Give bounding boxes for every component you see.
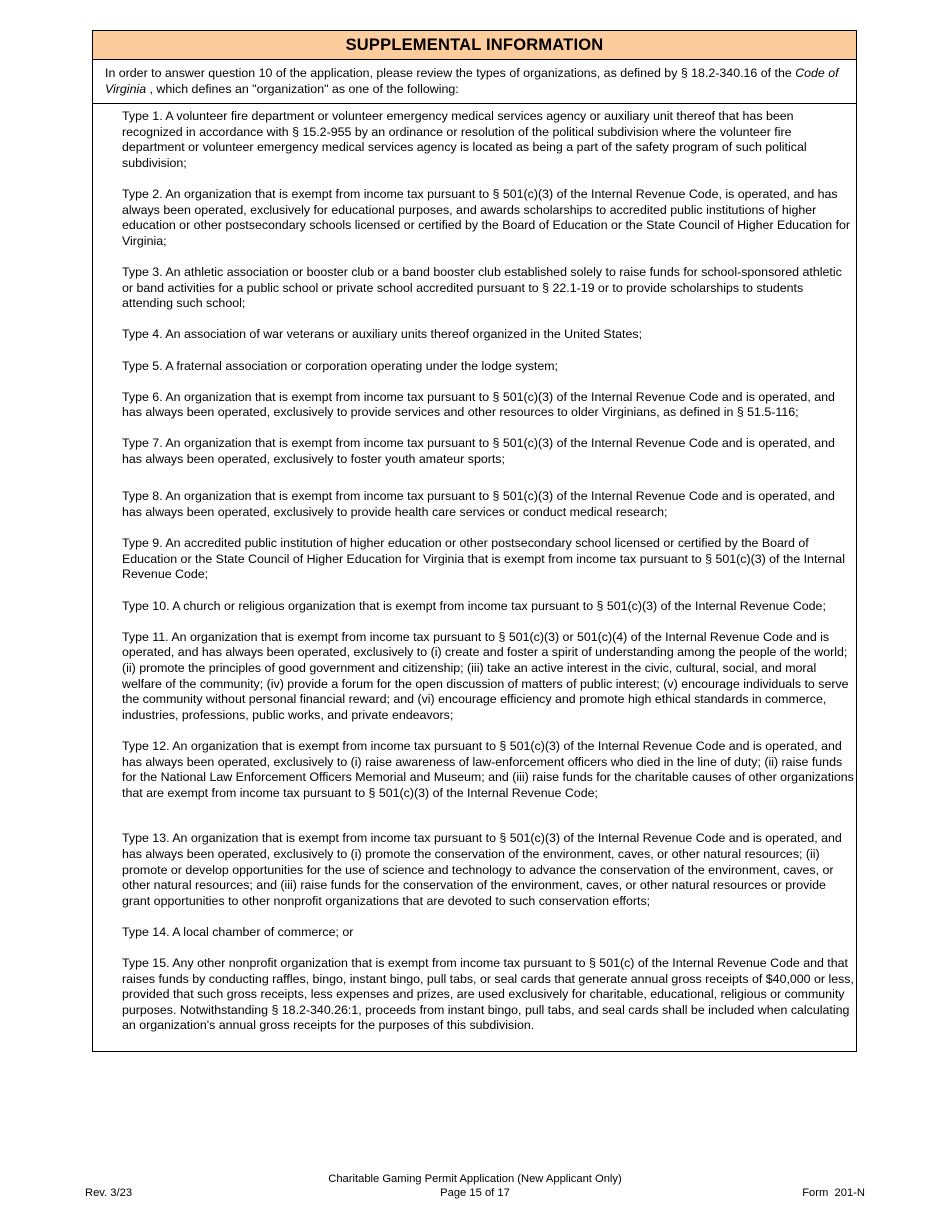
organization-type-6: Type 6. An organization that is exempt from income tax pursuant to § 501(c)(3) of the Internal Revenue Code and is operated, and has always been operated, exclusively to provide services and other resources to older Virginians, as defined in § 51.5-116; [122, 389, 835, 420]
organization-type-1: Type 1. A volunteer fire department or volunteer emergency medical services agency or auxiliary unit thereof that has been recognized in accordance with § 15.2-955 by an ordinance or resolution of the political subdivision where the volunteer fire department or volunteer emergency medical services agency is located as being a part of the safety program of such political subdivision; [122, 109, 807, 170]
organization-type-3: Type 3. An athletic association or booster club or a band booster club established solely to raise funds for school-sponsored athletic or band activities for a public school or private school accredited pursuant to § 22.1-19 or to provide scholarships to students attending such school; [122, 264, 842, 311]
intro-code-of-virginia: Code of Virginia [105, 66, 839, 96]
intro-paragraph [93, 60, 856, 104]
section-header [93, 31, 856, 60]
organization-type-9: Type 9. An accredited public institution of higher education or other postsecondary school licensed or certified by the Board of Education or the State Council of Higher Education for Virginia that is exempt from income tax pursuant to § 501(c)(3) of the Internal Revenue Code; [122, 536, 845, 582]
organization-types-list [93, 104, 856, 1034]
supplemental-information-box [92, 30, 857, 1052]
organization-type-14: Type 14. A local chamber of commerce; or [122, 924, 354, 939]
organization-type-11: Type 11. An organization that is exempt from income tax pursuant to § 501(c)(3) or 501(c)(4) of the Internal Revenue Code and is operated, and has always been operated, exclusively to (i) create and foster a spirit of understanding among the people of the world; (ii) promote the principles of good government and citizenship; (iii) take an active interest in the civic, cultural, social, and moral welfare of the community; (iv) provide a forum for the open discussion of matters of public interest; (v) encourage individuals to serve the community without personal financial reward; and (vi) encourage efficiency and promote high ethical standards in commerce, industries, professions, public works, and private endeavors; [122, 629, 849, 722]
organization-type-4: Type 4. An association of war veterans or auxiliary units thereof organized in the United States; [122, 327, 643, 342]
footer-form-number: Form 201-N [802, 1187, 865, 1199]
organization-type-10: Type 10. A church or religious organization that is exempt from income tax pursuant to § 501(c)(3) of the Internal Revenue Code; [122, 598, 826, 613]
footer-revision: Rev. 3/23 [85, 1187, 133, 1199]
organization-type-15: Type 15. Any other nonprofit organization that is exempt from income tax pursuant to § 501(c) of the Internal Revenue Code and that raises funds by conducting raffles, bingo, instant bingo, pull tabs, or seal cards that generate annual gross receipts of $40,000 or less, provided that such gross receipts, less expenses and prizes, are used exclusively for charitable, educational, religious or community purposes. Notwithstanding § 18.2-340.26:1, proceeds from instant bingo, pull tabs, and seal cards shall be included when calculating an organization's annual gross receipts for the purposes of this subdivision. [122, 956, 854, 1033]
section-title: SUPPLEMENTAL INFORMATION [345, 35, 604, 54]
organization-type-2: Type 2. An organization that is exempt from income tax pursuant to § 501(c)(3) of the Internal Revenue Code, is operated, and has always been operated, exclusively for educational purposes, and awards scholarships to accredited public institutions of higher education or other postsecondary schools licensed or certified by the Board of Education or the State Council of Higher Education for Virginia; [122, 186, 851, 248]
organization-type-5: Type 5. A fraternal association or corporation operating under the lodge system; [122, 358, 558, 373]
intro-text-after: , which defines an "organization" as one of the following: [146, 82, 459, 96]
organization-type-8: Type 8. An organization that is exempt from income tax pursuant to § 501(c)(3) of the Internal Revenue Code and is operated, and has always been operated, exclusively to provide health care services or conduct medical research; [122, 489, 835, 520]
intro-text-before: In order to answer question 10 of the application, please review the types of organizations, as defined by § 18.2-340.16 of the [105, 66, 796, 80]
organization-type-7: Type 7. An organization that is exempt from income tax pursuant to § 501(c)(3) of the Internal Revenue Code and is operated, and has always been operated, exclusively to foster youth amateur sports; [122, 436, 835, 467]
footer-form-title: Charitable Gaming Permit Application (New Applicant Only) [328, 1173, 622, 1185]
footer-page-number: Page 15 of 17 [440, 1187, 510, 1199]
organization-type-12: Type 12. An organization that is exempt from income tax pursuant to § 501(c)(3) of the Internal Revenue Code and is operated, and has always been operated, exclusively to (i) raise awareness of law-enforcement officers who died in the line of duty; (ii) raise funds for the National Law Enforcement Officers Memorial and Museum; and (iii) raise funds for the charitable causes of other organizations that are exempt from income tax pursuant to § 501(c)(3) of the Internal Revenue Code; [122, 738, 854, 800]
organization-type-13: Type 13. An organization that is exempt from income tax pursuant to § 501(c)(3) of the Internal Revenue Code and is operated, and has always been operated, exclusively to (i) promote the conservation of the environment, caves, or other natural resources; (ii) promote or develop opportunities for the use of science and technology to advance the conservation of the environment, caves, or other natural resources; and (iii) raise funds for the conservation of the environment, caves, or other natural resources or provide grant opportunities to other nonprofit organizations that are devoted to such conservation efforts; [122, 831, 842, 908]
